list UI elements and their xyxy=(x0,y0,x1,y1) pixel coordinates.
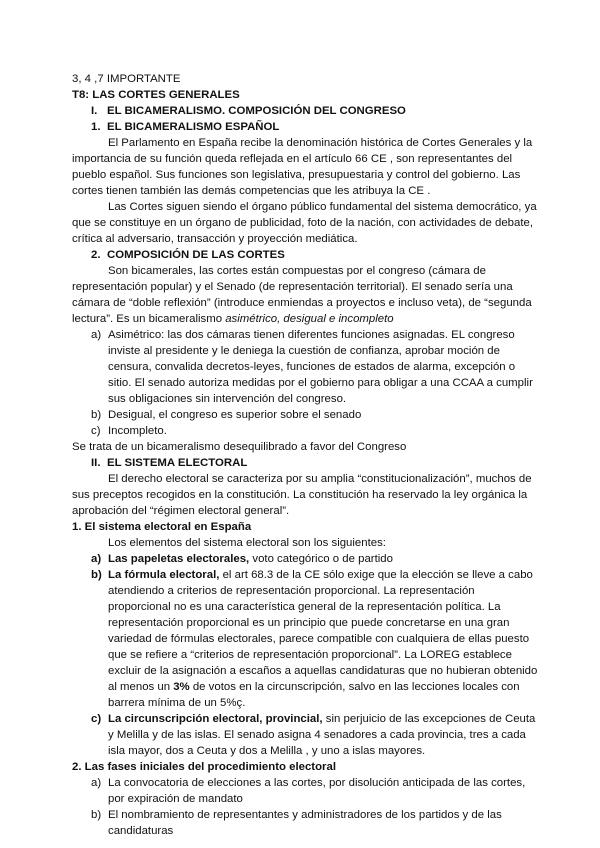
paragraph-text: lectura”. Es un bicameralismo xyxy=(72,313,226,325)
list-marker: a) xyxy=(91,553,102,565)
list-item-line: variedad de fórmulas electorales, parece compatible con cualquiera de ellas puesto xyxy=(108,633,530,645)
list-item-line: representación proporcional es un principio que puede concretarse en una gran xyxy=(108,617,510,629)
list-marker: b) xyxy=(91,569,102,581)
paragraph-line: El Parlamento en España recibe la denominación histórica de Cortes Generales y la xyxy=(108,137,533,149)
paragraph-line: Las Cortes siguen siendo el órgano público fundamental del sistema democrático, ya xyxy=(108,201,537,213)
list-item-line: atendiendo a criterios de representación proporcional. La representación xyxy=(108,585,475,597)
list-item-line: sus obligaciones sin intervención del congreso. xyxy=(108,393,347,405)
subsection-number: 1. xyxy=(91,121,101,133)
paragraph-line: Son bicamerales, las cortes están compuestas por el congreso (cámara de xyxy=(108,265,486,277)
paragraph-line: crítica al adversario, transacción y proyección mediática. xyxy=(72,233,358,245)
list-item-text: al menos un xyxy=(108,681,174,693)
subheading: 2. Las fases iniciales del procedimiento electoral xyxy=(72,761,336,773)
unit-title: T8: LAS CORTES GENERALES xyxy=(72,89,240,101)
section-heading: EL BICAMERALISMO. COMPOSICIÓN DEL CONGRESO xyxy=(107,105,406,117)
top-note: 3, 4 ,7 IMPORTANTE xyxy=(72,73,181,85)
list-item-line: y Melilla y de las islas. El senado asigna 4 senadores a cada provincia, tres a cada xyxy=(108,729,526,741)
list-item-line xyxy=(108,711,535,727)
subsection-heading: COMPOSICIÓN DE LAS CORTES xyxy=(107,249,285,261)
list-marker: b) xyxy=(91,809,102,821)
list-marker: b) xyxy=(91,409,102,421)
list-item-text: el art 68.3 de la CE sólo exige que la elección se lleve a cabo xyxy=(219,569,533,581)
paragraph-line: importancia de su función queda reflejada en el artículo 66 CE , son representantes del xyxy=(72,153,513,165)
list-marker: c) xyxy=(91,713,102,725)
list-item-line: candidaturas xyxy=(108,825,174,837)
paragraph-line: pueblo español. Sus funciones son legislativa, presupuestaria y control del gobierno. Las xyxy=(72,169,521,181)
list-item-line: proporcional no es una característica general de la representación política. La xyxy=(108,601,501,613)
list-item-line: La convocatoria de elecciones a las cortes, por disolución anticipada de las cortes, xyxy=(108,777,526,789)
list-item-line: Desigual, el congreso es superior sobre el senado xyxy=(108,409,362,421)
list-item-text: voto categórico o de partido xyxy=(249,553,393,565)
paragraph-line: que se constituye en un órgano de publicidad, foto de la nación, con actividades de debate, xyxy=(72,217,534,229)
list-item-line xyxy=(108,567,533,583)
section-number: I. xyxy=(91,105,98,117)
bold-term: Las papeletas electorales, xyxy=(108,553,250,565)
list-marker: c) xyxy=(91,425,101,437)
paragraph-line: sus preceptos recogidos en la constitución. La constitución ha reservado la ley orgánica la xyxy=(72,489,528,501)
subsection-number: 2. xyxy=(91,249,101,261)
list-item-line: sitio. El senado autoriza medidas por el gobierno para obligar a una CCAA a cumplir xyxy=(108,377,533,389)
list-item-line: Asimétrico: las dos cámaras tienen diferentes funciones asignadas. EL congreso xyxy=(108,329,515,341)
paragraph-line: Se trata de un bicameralismo desequilibrado a favor del Congreso xyxy=(72,441,407,453)
list-item-line: Incompleto. xyxy=(108,425,167,437)
paragraph-line: representación popular) y el Senado (de representación territorial). El senado sería una xyxy=(72,281,513,293)
list-item-line: El nombramiento de representantes y administradores de los partidos y de las xyxy=(108,809,502,821)
bold-term: La fórmula electoral, xyxy=(108,569,220,581)
section-number: II. xyxy=(91,457,101,469)
list-marker: a) xyxy=(91,329,102,341)
list-item-line xyxy=(108,551,393,567)
list-item-text: de votos en la circunscripción, salvo en las lecciones locales con xyxy=(189,681,520,693)
list-item-line: censura, convalida decretos-leyes, funciones de estados de alarma, excepción o xyxy=(108,361,516,373)
paragraph-line: El derecho electoral se caracteriza por su amplia “constitucionalización”, muchos de xyxy=(108,473,532,485)
list-marker: a) xyxy=(91,777,102,789)
paragraph-line: aprobación del “régimen electoral general”. xyxy=(72,505,290,517)
list-item-line: isla mayor, dos a Ceuta y dos a Melilla , y uno a islas mayores. xyxy=(108,745,426,757)
list-item-line: inviste al presidente y le deniega la cuestión de confianza, aprobar moción de xyxy=(108,345,500,357)
bold-term: 3% xyxy=(173,681,190,693)
list-item-line: por expiración de mandato xyxy=(108,793,243,805)
paragraph-line: Los elementos del sistema electoral son los siguientes: xyxy=(108,537,386,549)
list-item-line: excluir de la asignación a escaños a aquellas candidaturas que no hubieran obtenido xyxy=(108,665,538,677)
emphasis-text: asimétrico, desigual e incompleto xyxy=(225,313,394,325)
list-item-line: barrera mínima de un 5%ç. xyxy=(108,697,246,709)
list-item-line: que se refiere a “criterios de representación proporcional”. La LOREG establece xyxy=(108,649,512,661)
paragraph-line xyxy=(72,311,394,327)
paragraph-line: cámara de “doble reflexión” (introduce enmiendas a proyectos e incluso veta), de “segunda xyxy=(72,297,532,309)
subheading: 1. El sistema electoral en España xyxy=(72,521,252,533)
paragraph-line: cortes tienen también las demás competencias que les atribuya la CE . xyxy=(72,185,431,197)
section-heading: EL SISTEMA ELECTORAL xyxy=(107,457,248,469)
list-item-text: sin perjuicio de las excepciones de Ceuta xyxy=(322,713,536,725)
bold-term: La circunscripción electoral, provincial, xyxy=(108,713,323,725)
list-item-line xyxy=(108,679,520,695)
subsection-heading: EL BICAMERALISMO ESPAÑOL xyxy=(107,121,280,133)
